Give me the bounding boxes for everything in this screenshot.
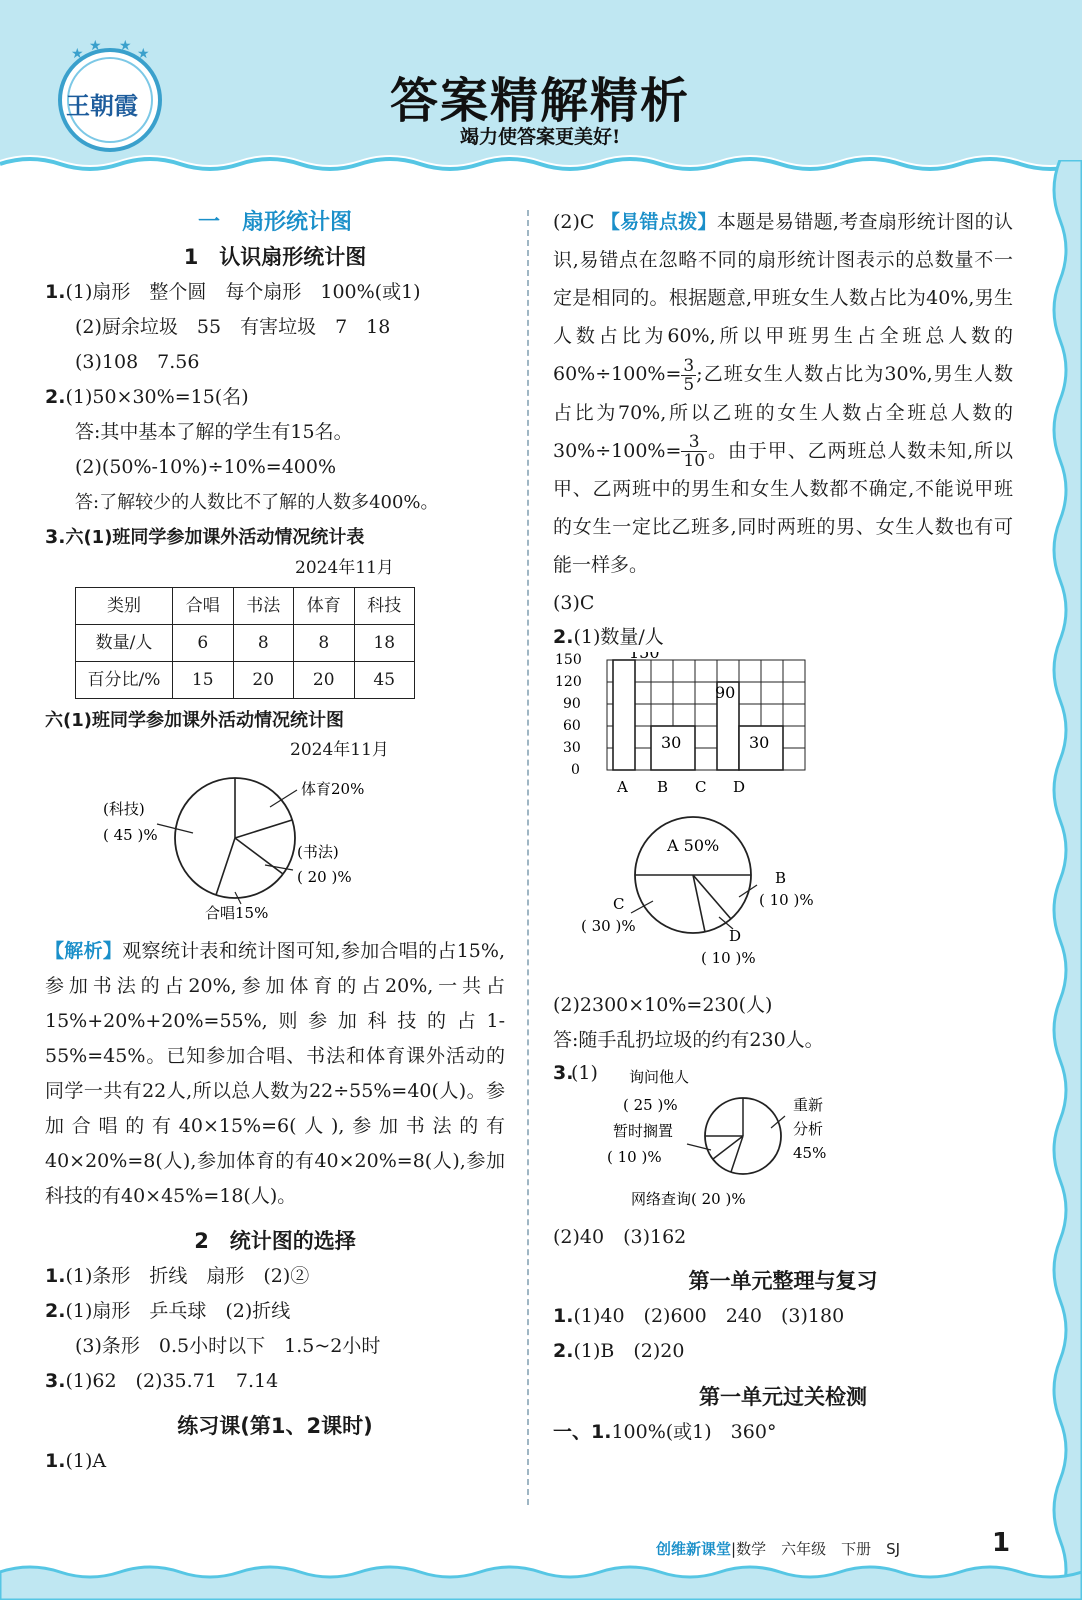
answer-line: (1)62 (2)35.71 7.14 — [65, 1370, 279, 1392]
footer-brand: 创维新课堂 — [656, 1540, 732, 1558]
analysis-paragraph — [45, 934, 505, 1214]
q3-block — [553, 1058, 1013, 1233]
analysis-tag: 【解析】 — [45, 940, 123, 962]
svg-text:90: 90 — [563, 696, 581, 712]
table-cell: 15 — [173, 662, 234, 699]
table-row — [76, 662, 415, 699]
q-num: 1. — [45, 1450, 66, 1472]
pie-label-B-pct: ( 10 )% — [759, 891, 814, 909]
svg-text:C: C — [695, 778, 707, 796]
practice-title: 练习课(第1、2课时) — [177, 1414, 373, 1438]
denominator: 5 — [683, 374, 695, 395]
answer-line: (1)40 (2)600 240 (3)180 — [573, 1305, 845, 1327]
svg-text:★: ★ — [89, 40, 102, 54]
svg-text:A: A — [617, 778, 628, 796]
answer-line: (1)A — [65, 1450, 107, 1472]
bar-chart-garbage — [553, 652, 1013, 802]
lesson-2-title: 2 统计图的选择 — [194, 1229, 356, 1253]
label-tech-pct: ( 45 )% — [103, 826, 158, 844]
answer-line: 100%(或1) 360° — [611, 1421, 777, 1443]
tip-text: 本题是易错题,考查扇形统计图的认识,易错点在忽略不同的扇形统计图表示的总数量不一定是相同的。根据题意,甲班女生人数占比为40%,男生人数占比为60%,所以甲班男生占全班总人数的 — [553, 211, 1013, 347]
answer-line: (1)50×30%=15(名) — [65, 386, 249, 408]
analysis-text: 观察统计表和统计图可知,参加合唱的占15%,参加书法的占20%,参加体育的占20%,一共占15%+20%+20%=55%,则参加科技的占1-55%=45%。已知参加合唱、书法和体育课外活动的同学一共有22人,所以总人数为22÷55%=40(人)。参加合唱的有40×15%=6(人),参加书法的有40×20%=8(人),参加体育的有40×20%=8(人),参加科技的有40×45%=18(人)。 — [45, 940, 505, 1207]
pie-slice-line — [693, 875, 731, 919]
pie-label-C: C — [613, 895, 625, 913]
label-tech: (科技) — [103, 800, 145, 818]
page-number: 1 — [992, 1528, 1011, 1558]
error-tip-paragraph — [553, 203, 1013, 584]
table-cell: 20 — [233, 662, 294, 699]
svg-text:D: D — [733, 778, 746, 796]
answer-line: 答:随手乱扔垃圾的约有230人。 — [553, 1029, 824, 1051]
answer-line: (1)条形 折线 扇形 (2)② — [65, 1265, 310, 1287]
pie-label-A: A 50% — [667, 836, 720, 855]
svg-text:★: ★ — [119, 40, 132, 54]
q-num: 一、1. — [553, 1421, 612, 1443]
pie-label-C-pct: ( 30 )% — [581, 917, 636, 935]
pie-chart-methods — [553, 1058, 1013, 1233]
pie-chart-garbage — [553, 815, 1013, 975]
left-column — [45, 205, 505, 1479]
label-calligraphy: (书法) — [297, 843, 339, 861]
svg-text:★: ★ — [137, 46, 150, 62]
answer-line: (3)108 7.56 — [75, 351, 200, 373]
table-cell: 体育 — [294, 588, 355, 625]
table-cell: 书法 — [233, 588, 294, 625]
label-ask-pct: ( 25 )% — [623, 1096, 678, 1114]
bottom-wave-frame — [0, 1560, 1082, 1600]
page-subtitle: 竭力使答案更美好! — [460, 126, 621, 148]
stat-table — [75, 587, 415, 699]
label-reanalyze-2: 分析 — [793, 1120, 824, 1138]
bar-value-B: 30 — [661, 733, 682, 752]
table-cell: 6 — [173, 625, 234, 662]
pie-slice-line — [216, 838, 235, 895]
answer-line: (2)厨余垃圾 55 有害垃圾 7 18 — [75, 316, 391, 338]
tip-expression: 60%÷100%= — [553, 363, 682, 385]
svg-text:0: 0 — [571, 762, 580, 778]
answer-line: (2)40 (3)162 — [553, 1226, 687, 1248]
answer-line: (1)扇形 乒乓球 (2)折线 — [65, 1300, 291, 1322]
pie-label-D-pct: ( 10 )% — [701, 949, 756, 967]
fraction-3-5 — [681, 357, 696, 394]
svg-text:30: 30 — [563, 740, 581, 756]
label-postpone: 暂时搁置 — [613, 1122, 674, 1140]
bar-A — [613, 660, 635, 770]
table-cell: 18 — [354, 625, 415, 662]
pie-chart-activities — [45, 762, 505, 922]
q-num: 3. — [45, 526, 66, 548]
logo-text: 王朝霞 — [66, 92, 138, 120]
answer-line: (1)扇形 整个圆 每个扇形 100%(或1) — [65, 281, 421, 303]
bar-axis-label: (1)数量/人 — [573, 626, 664, 648]
table-cell: 合唱 — [173, 588, 234, 625]
table-cell: 8 — [294, 625, 355, 662]
answer-prefix: (2)C — [553, 211, 595, 233]
answer-line: (1)B (2)20 — [573, 1340, 685, 1362]
table-cell: 数量/人 — [76, 625, 173, 662]
answer-line: 答:了解较少的人数比不了解的人数多400%。 — [75, 492, 439, 513]
fraction-3-10 — [681, 433, 707, 470]
error-tip-tag: 【易错点拨】 — [600, 211, 717, 233]
svg-text:120: 120 — [555, 674, 582, 690]
lesson-1-title: 1 认识扇形统计图 — [183, 245, 367, 269]
denominator: 10 — [683, 451, 706, 471]
pie-slice-line — [235, 820, 292, 838]
q-num: 3. — [553, 1062, 574, 1084]
column-divider — [527, 210, 529, 1505]
tip-expression: 30%÷100%= — [553, 439, 682, 462]
bar-value-D: 30 — [749, 733, 770, 752]
pie-date: 2024年11月 — [290, 740, 389, 760]
answer-line: (2)(50%-10%)÷10%=400% — [75, 456, 337, 478]
bar-value-A: 150 — [629, 652, 660, 662]
label-calligraphy-pct: ( 20 )% — [297, 868, 352, 886]
footer-info: |数学 六年级 下册 SJ — [731, 1540, 901, 1558]
page-title: 答案精解精析 — [390, 73, 691, 129]
answer-line: 答:其中基本了解的学生有15名。 — [75, 421, 353, 443]
table-date: 2024年11月 — [295, 558, 394, 578]
pie-title: 六(1)班同学参加课外活动情况统计图 — [45, 710, 344, 731]
table-title: 六(1)班同学参加课外活动情况统计表 — [65, 527, 365, 548]
x-axis-ticks — [616, 778, 745, 796]
pie-slice-line — [693, 875, 705, 932]
pie-label-D: D — [729, 927, 742, 945]
check-title: 第一单元过关检测 — [699, 1385, 867, 1409]
label-reanalyze-1: 重新 — [793, 1096, 824, 1114]
q-num: 1. — [45, 1265, 66, 1287]
numerator: 3 — [683, 355, 695, 376]
answer-line: (3)C — [553, 592, 595, 614]
label-ask: 询问他人 — [629, 1068, 690, 1086]
y-axis-ticks — [555, 652, 582, 778]
pie-slice-line — [235, 838, 283, 874]
tip-text: ;乙班女生人数占比为30%,男生人数占比为70%,所以乙班的女生人数占全班总人数的 — [553, 363, 1013, 424]
table-row — [76, 588, 415, 625]
pie-label-B: B — [775, 869, 787, 887]
right-column — [553, 203, 1013, 1450]
answer-line: (3)条形 0.5小时以下 1.5~2小时 — [75, 1335, 381, 1357]
page-footer — [656, 1538, 900, 1559]
q-num: 2. — [553, 1340, 574, 1362]
q-num: 1. — [553, 1305, 574, 1327]
answer-prefix: (1) — [571, 1062, 598, 1084]
unit-title: 一 扇形统计图 — [197, 210, 352, 235]
table-row — [76, 625, 415, 662]
svg-text:★: ★ — [71, 46, 84, 62]
table-cell: 20 — [294, 662, 355, 699]
table-cell: 类别 — [76, 588, 173, 625]
pie-leader-line — [771, 1116, 785, 1128]
svg-text:60: 60 — [563, 718, 581, 734]
q-num: 2. — [553, 626, 574, 648]
label-postpone-pct: ( 10 )% — [607, 1148, 662, 1166]
q-num: 2. — [45, 1300, 66, 1322]
tip-text: 。由于甲、乙两班总人数未知,所以甲、乙两班中的男生和女生人数都不确定,不能说甲班的女生一定比乙班多,同时两班的男、女生人数也有可能一样多。 — [553, 439, 1013, 576]
review-title: 第一单元整理与复习 — [688, 1269, 878, 1293]
q-num: 3. — [45, 1370, 66, 1392]
table-cell: 百分比/% — [76, 662, 173, 699]
bar-value-C: 90 — [715, 683, 736, 702]
svg-text:B: B — [657, 778, 669, 796]
label-reanalyze-3: 45% — [793, 1144, 827, 1162]
label-sport: 体育20% — [301, 780, 365, 798]
table-cell: 科技 — [354, 588, 415, 625]
right-wave-frame — [1040, 160, 1082, 1600]
label-online: 网络查询( 20 )% — [631, 1190, 746, 1208]
q-num: 2. — [45, 386, 66, 408]
table-cell: 8 — [233, 625, 294, 662]
table-cell: 45 — [354, 662, 415, 699]
header-banner — [0, 0, 1082, 200]
answer-line: (2)2300×10%=230(人) — [553, 994, 773, 1016]
numerator: 3 — [681, 433, 707, 452]
q-num: 1. — [45, 281, 66, 303]
svg-text:150: 150 — [555, 652, 582, 668]
label-chorus: 合唱15% — [205, 904, 269, 922]
